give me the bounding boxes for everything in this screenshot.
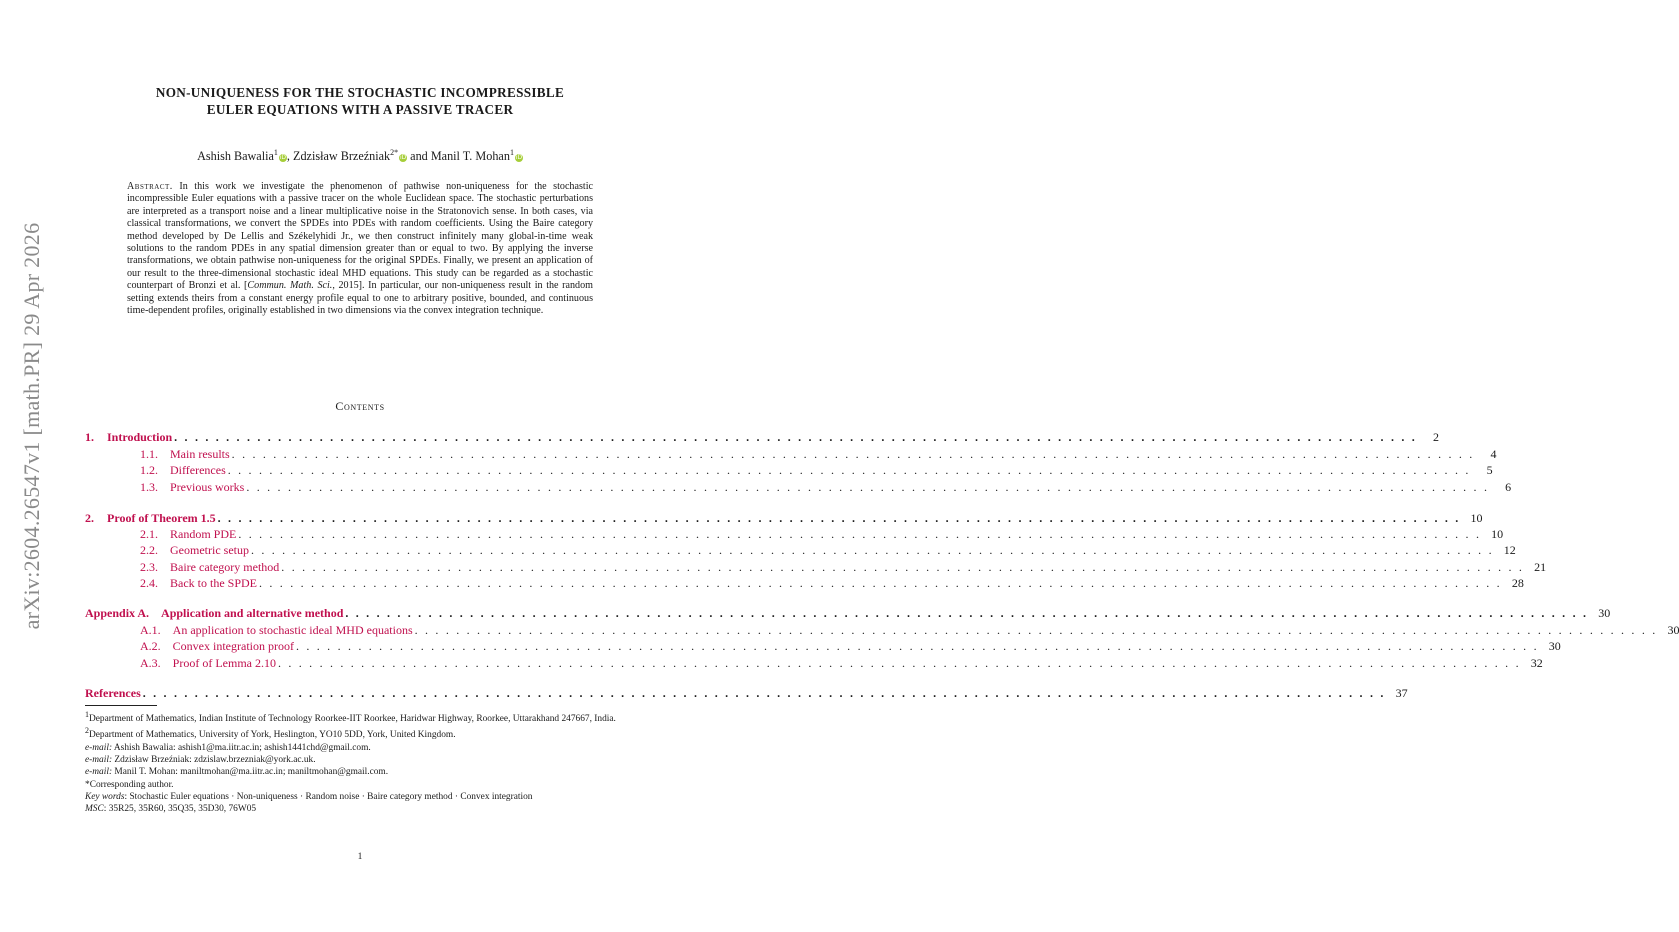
footnote-marker: 1 xyxy=(85,710,89,719)
toc-entry-label[interactable] xyxy=(140,656,276,671)
toc-page-number: 4 xyxy=(1490,447,1497,461)
author-affil: 1 xyxy=(509,148,514,157)
footnote-corresponding: *Corresponding author. xyxy=(85,779,174,790)
footnote-text: Department of Mathematics, University of York, Heslington, YO10 5DD, York, United Kingdom. xyxy=(89,730,456,741)
footnote-divider xyxy=(85,705,157,706)
msc-label: MSC xyxy=(85,804,104,815)
toc-entry-label[interactable] xyxy=(140,463,226,478)
toc-entry[interactable] xyxy=(140,560,1547,576)
toc-entry[interactable] xyxy=(140,656,1543,672)
toc-entry-number: A.2. xyxy=(140,639,161,653)
orcid-icon[interactable]: iD xyxy=(399,154,407,162)
author-affil: 2* xyxy=(390,148,399,157)
toc-entry[interactable] xyxy=(140,527,1504,543)
toc-entry-number: 1.2. xyxy=(140,463,158,477)
toc-entry-title: Proof of Lemma 2.10 xyxy=(172,656,276,670)
toc-leader-dots: . . . . . . . . . . . . . . . . . . . . . . . . . . . . . . . . . . . . . . . . . . . . . . . . . . . . . . . . . . . . . . . . . . . . . . . . . . . . . . . . . . . . . . . . . . . . . . . . . . . . . . . . . . . . . . . . . . . . . . . . xyxy=(246,480,1490,494)
toc-page-number: 37 xyxy=(1395,686,1408,700)
keywords-label: Key words xyxy=(85,792,125,803)
toc-entry-label[interactable] xyxy=(140,447,230,462)
toc-page-number: 12 xyxy=(1503,543,1516,557)
toc-entry-number: 1.3. xyxy=(140,480,158,494)
toc-entry-title: Back to the SPDE xyxy=(170,576,257,590)
toc-entry-title: Baire category method xyxy=(170,560,280,574)
toc-entry-title: References xyxy=(85,686,141,700)
toc-entry[interactable] xyxy=(140,463,1493,479)
toc-leader-dots: . . . . . . . . . . . . . . . . . . . . . . . . . . . . . . . . . . . . . . . . . . . . . . . . . . . . . . . . . . . . . . . . . . . . . . . . . . . . . . . . . . . . . . . . . . . . . . . . . . . . . . . . . . . . . . . . . . . . . . . . xyxy=(142,686,1386,700)
email-text[interactable]: Zdzisław Brzeźniak: zdzislaw.brzezniak@york.ac.uk. xyxy=(114,755,316,766)
footnote-email-2 xyxy=(85,754,636,766)
toc-entry-number: 2.2. xyxy=(140,543,158,557)
toc-entry-number: A.1. xyxy=(140,623,161,637)
email-label: e-mail: xyxy=(85,742,113,753)
arxiv-stamp-text[interactable]: arXiv:2604.26547v1 [math.PR] 29 Apr 2026 xyxy=(19,222,44,630)
footnotes xyxy=(85,709,636,816)
toc-page-number: 5 xyxy=(1486,463,1493,477)
toc-leader-dots: . . . . . . . . . . . . . . . . . . . . . . . . . . . . . . . . . . . . . . . . . . . . . . . . . . . . . . . . . . . . . . . . . . . . . . . . . . . . . . . . . . . . . . . . . . . . . . . . . . . . . . . . . . . . . . . . . . . . . . . . xyxy=(277,656,1521,670)
toc-entry-title: Application and alternative method xyxy=(161,606,344,620)
toc-entry-number: A.3. xyxy=(140,656,161,670)
email-label: e-mail: xyxy=(85,755,113,766)
toc-page-number: 10 xyxy=(1470,511,1483,525)
footnote-affiliation-1 xyxy=(85,709,636,725)
footnote-marker: 2 xyxy=(85,726,89,736)
toc-entry-title: Convex integration proof xyxy=(172,639,294,653)
toc-leader-dots: . . . . . . . . . . . . . . . . . . . . . . . . . . . . . . . . . . . . . . . . . . . . . . . . . . . . . . . . . . . . . . . . . . . . . . . . . . . . . . . . . . . . . . . . . . . . . . . . . . . . . . . . . . . . . . . . . . . . . . . . xyxy=(217,511,1461,525)
abstract xyxy=(127,181,593,317)
footnote-msc xyxy=(85,803,636,815)
orcid-icon[interactable]: iD xyxy=(515,154,523,162)
toc-entry-title: Random PDE xyxy=(170,527,237,541)
toc-entry-number: 1. xyxy=(85,430,94,444)
toc-page-number: 32 xyxy=(1530,656,1543,670)
email-label: e-mail: xyxy=(85,767,113,778)
toc-entry-label[interactable] xyxy=(140,560,279,575)
author-separator: , xyxy=(286,149,293,164)
toc-entry-number: 2. xyxy=(85,511,94,525)
toc-entry[interactable] xyxy=(140,623,1679,639)
toc-entry-title: Geometric setup xyxy=(170,543,249,557)
toc-entry-title: An application to stochastic ideal MHD equations xyxy=(172,623,413,637)
toc-entry-title: Main results xyxy=(170,447,230,461)
toc-page-number: 28 xyxy=(1511,576,1524,590)
author-affil: 1 xyxy=(273,148,278,157)
toc-entry[interactable] xyxy=(140,639,1561,655)
toc-page-number: 30 xyxy=(1548,639,1561,653)
toc-leader-dots: . . . . . . . . . . . . . . . . . . . . . . . . . . . . . . . . . . . . . . . . . . . . . . . . . . . . . . . . . . . . . . . . . . . . . . . . . . . . . . . . . . . . . . . . . . . . . . . . . . . . . . . . . . . . . . . . . . . . . . . . xyxy=(174,430,1417,444)
toc-entry[interactable] xyxy=(85,606,1611,622)
toc-entry-label[interactable] xyxy=(140,527,236,542)
toc-entry-label[interactable] xyxy=(85,511,216,526)
abstract-citation: Commun. Math. Sci. xyxy=(247,280,333,292)
toc-entry-label[interactable] xyxy=(140,543,249,558)
email-text[interactable]: Manil T. Mohan: maniltmohan@ma.iitr.ac.in; maniltmohan@gmail.com. xyxy=(114,767,389,778)
footnote-affiliation-2 xyxy=(85,725,636,741)
toc-entry[interactable] xyxy=(85,430,1439,446)
page-number: 1 xyxy=(357,852,363,862)
paper-title xyxy=(0,84,720,118)
toc-leader-dots: . . . . . . . . . . . . . . . . . . . . . . . . . . . . . . . . . . . . . . . . . . . . . . . . . . . . . . . . . . . . . . . . . . . . . . . . . . . . . . . . . . . . . . . . . . . . . . . . . . . . . . . . . . . . . . . . . . . . . . . . xyxy=(231,447,1475,461)
author-name: Ashish Bawalia xyxy=(197,149,274,164)
toc-page-number: 6 xyxy=(1505,480,1512,494)
title-line-1: NON-UNIQUENESS FOR THE STOCHASTIC INCOMPRESSIBLE xyxy=(155,85,565,100)
title-line-2: EULER EQUATIONS WITH A PASSIVE TRACER xyxy=(206,102,514,117)
toc-entry-title: Previous works xyxy=(170,480,245,494)
abstract-text-cont: , 2015]. In particular, our non-uniqueness result in the random setting extends theirs from a constant energy profile equal to one to arbitrary positive, bounded, and continuous time-dependent profiles, originally established in two dimensions via the convex integration technique. xyxy=(127,280,593,317)
toc-leader-dots: . . . . . . . . . . . . . . . . . . . . . . . . . . . . . . . . . . . . . . . . . . . . . . . . . . . . . . . . . . . . . . . . . . . . . . . . . . . . . . . . . . . . . . . . . . . . . . . . . . . . . . . . . . . . . . . . . . . . . . . . xyxy=(345,606,1589,620)
toc-page-number: 30 xyxy=(1667,623,1679,637)
msc-text: : 35R25, 35R60, 35Q35, 35D30, 76W05 xyxy=(103,804,257,815)
author-name: Manil T. Mohan xyxy=(430,149,510,164)
toc-entry-number: 2.1. xyxy=(140,527,158,541)
keywords-text: : Stochastic Euler equations · Non-uniqueness · Random noise · Baire category method · Convex integration xyxy=(124,792,533,803)
email-text[interactable]: Ashish Bawalia: ashish1@ma.iitr.ac.in; ashish1441chd@gmail.com. xyxy=(113,742,371,753)
toc-page-number: 10 xyxy=(1491,527,1504,541)
toc-leader-dots: . . . . . . . . . . . . . . . . . . . . . . . . . . . . . . . . . . . . . . . . . . . . . . . . . . . . . . . . . . . . . . . . . . . . . . . . . . . . . . . . . . . . . . . . . . . . . . . . . . . . . . . . . . . . . . . . . . . . . . . . xyxy=(227,463,1471,477)
toc-entry-label[interactable] xyxy=(140,623,413,638)
toc-entry-title: Differences xyxy=(170,463,226,477)
orcid-icon[interactable]: iD xyxy=(279,154,287,162)
contents-heading: Contents xyxy=(335,399,385,413)
toc-entry-label[interactable] xyxy=(140,576,257,591)
toc-page-number: 30 xyxy=(1598,606,1611,620)
arxiv-stamp xyxy=(0,0,60,932)
author-name: Zdzisław Brzeźniak xyxy=(293,149,391,164)
toc-leader-dots: . . . . . . . . . . . . . . . . . . . . . . . . . . . . . . . . . . . . . . . . . . . . . . . . . . . . . . . . . . . . . . . . . . . . . . . . . . . . . . . . . . . . . . . . . . . . . . . . . . . . . . . . . . . . . . . . . . . . . . . . xyxy=(281,560,1525,574)
toc-page-number: 21 xyxy=(1534,560,1547,574)
toc-entry-title: Introduction xyxy=(107,430,173,444)
footnote-email-3 xyxy=(85,766,636,778)
footnote-text: Department of Mathematics, Indian Institute of Technology Roorkee-IIT Roorkee, Haridwar Highway, Roorkee, Uttarakhand 247667, India. xyxy=(89,714,616,725)
toc-entry-number: Appendix A. xyxy=(85,606,150,620)
toc-leader-dots: . . . . . . . . . . . . . . . . . . . . . . . . . . . . . . . . . . . . . . . . . . . . . . . . . . . . . . . . . . . . . . . . . . . . . . . . . . . . . . . . . . . . . . . . . . . . . . . . . . . . . . . . . . . . . . . . . . . . . . . . xyxy=(414,623,1658,637)
author-list xyxy=(0,148,720,164)
toc-entry-label[interactable] xyxy=(85,606,343,621)
toc-entry-label[interactable] xyxy=(140,480,244,495)
toc-entry[interactable] xyxy=(85,511,1483,527)
toc-entry-label[interactable] xyxy=(85,686,141,701)
abstract-text: In this work we investigate the phenomenon of pathwise non-uniqueness for the stochastic incompressible Euler equations with a passive tracer on the whole Euclidean space. The stochastic perturbations are interpreted as a transport noise and a linear multiplicative noise in the Stratonovich sense. In both cases, via classical transformations, we convert the SPDEs into PDEs with random coefficients. Using the Baire category method developed by De Lellis and Székelyhidi Jr., we then construct infinitely many global-in-time weak solutions to the random PDEs in any spatial dimension greater than or equal to two. By applying the inverse transformations, we obtain pathwise non-uniqueness for the original SPDEs. Finally, we present an application of our result to the three-dimensional stochastic ideal MHD equations. This study can be regarded as a stochastic counterpart of Bronzi et al. [ xyxy=(127,181,593,292)
toc-entry-number: 2.3. xyxy=(140,560,158,574)
toc-entry-label[interactable] xyxy=(85,430,172,445)
toc-entry[interactable] xyxy=(140,576,1524,592)
toc-leader-dots: . . . . . . . . . . . . . . . . . . . . . . . . . . . . . . . . . . . . . . . . . . . . . . . . . . . . . . . . . . . . . . . . . . . . . . . . . . . . . . . . . . . . . . . . . . . . . . . . . . . . . . . . . . . . . . . . . . . . . . . . xyxy=(250,543,1494,557)
toc-leader-dots: . . . . . . . . . . . . . . . . . . . . . . . . . . . . . . . . . . . . . . . . . . . . . . . . . . . . . . . . . . . . . . . . . . . . . . . . . . . . . . . . . . . . . . . . . . . . . . . . . . . . . . . . . . . . . . . . . . . . . . . . xyxy=(295,639,1539,653)
toc-leader-dots: . . . . . . . . . . . . . . . . . . . . . . . . . . . . . . . . . . . . . . . . . . . . . . . . . . . . . . . . . . . . . . . . . . . . . . . . . . . . . . . . . . . . . . . . . . . . . . . . . . . . . . . . . . . . . . . . . . . . . . . . xyxy=(238,527,1482,541)
abstract-heading: Abstract. xyxy=(127,181,173,192)
author-separator: and xyxy=(407,149,431,164)
toc-entry[interactable] xyxy=(85,686,1408,702)
toc-entry-label[interactable] xyxy=(140,639,294,654)
toc-leader-dots: . . . . . . . . . . . . . . . . . . . . . . . . . . . . . . . . . . . . . . . . . . . . . . . . . . . . . . . . . . . . . . . . . . . . . . . . . . . . . . . . . . . . . . . . . . . . . . . . . . . . . . . . . . . . . . . . . . . . . . . . xyxy=(259,576,1502,590)
toc-page-number: 2 xyxy=(1432,430,1439,444)
toc-entry[interactable] xyxy=(140,543,1516,559)
toc-entry-number: 1.1. xyxy=(140,447,158,461)
footnote-email-1 xyxy=(85,742,636,754)
toc-entry-title: Proof of Theorem 1.5 xyxy=(107,511,216,525)
toc-entry[interactable] xyxy=(140,447,1497,463)
toc-entry[interactable] xyxy=(140,480,1512,496)
footnote-keywords xyxy=(85,791,636,803)
toc-entry-number: 2.4. xyxy=(140,576,158,590)
